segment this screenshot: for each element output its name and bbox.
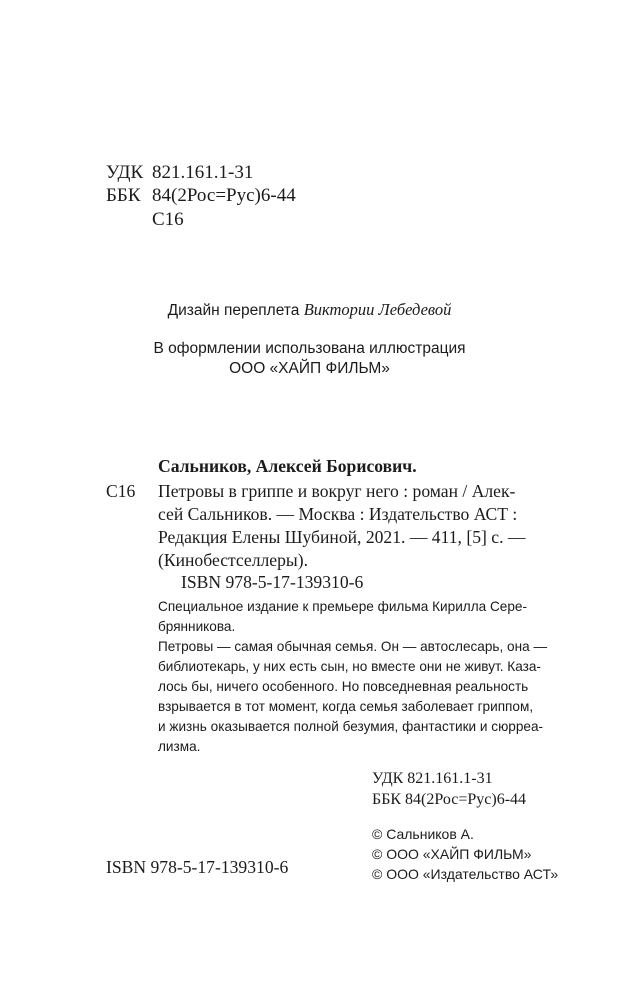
author-heading: Сальников, Алексей Борисович. [158, 456, 417, 476]
bibliographic-line: (Кинобестселлеры). [158, 550, 308, 570]
copyright-line: © ООО «Издательство АСТ» [372, 866, 559, 882]
bottom-udk: УДК 821.161.1-31 [372, 770, 493, 787]
illustration-credit-line-2: ООО «ХАЙП ФИЛЬМ» [229, 360, 390, 377]
author-mark: С16 [152, 209, 184, 230]
copyright-line: © ООО «ХАЙП ФИЛЬМ» [372, 846, 532, 862]
annotation-line: библиотекарь, у них есть сын, но вместе они не живут. Каза- [158, 659, 541, 674]
bibliographic-line: Петровы в гриппе и вокруг него : роман / Алек- [158, 481, 516, 501]
annotation-line: лось бы, ничего особенного. Но повседневная реальность [158, 679, 529, 694]
bottom-bbk: ББК 84(2Рос=Рус)6-44 [372, 791, 527, 808]
bibliographic-line: Редакция Елены Шубиной, 2021. — 411, [5] с. — [158, 527, 526, 547]
annotation-line: Петровы — самая обычная семья. Он — автослесарь, она — [158, 639, 548, 654]
annotation-line: брянникова. [158, 619, 236, 634]
illustration-credit-line-1: В оформлении использована иллюстрация [153, 340, 466, 357]
annotation-line: взрывается в тот момент, когда семья заболевает гриппом, [158, 699, 534, 714]
bibliographic-line: сей Сальников. — Москва : Издательство АСТ : [158, 504, 518, 524]
bbk-label: ББК [106, 185, 141, 206]
cover-design-line [0, 300, 619, 320]
bibliographic-mark: С16 [106, 481, 136, 501]
bibliographic-isbn: ISBN 978-5-17-139310-6 [181, 572, 364, 592]
cover-design-prefix: Дизайн переплета [167, 302, 300, 319]
udk-label: УДК [106, 162, 144, 183]
cover-designer-name: Виктории Лебедевой [303, 300, 452, 319]
udk-value: 821.161.1-31 [152, 162, 254, 183]
annotation-line: и жизнь оказывается полной безумия, фантастики и сюрреа- [158, 719, 544, 734]
copyright-line: © Сальников А. [372, 826, 474, 842]
bottom-isbn: ISBN 978-5-17-139310-6 [106, 857, 289, 877]
annotation-line: Специальное издание к премьере фильма Кирилла Сере- [158, 599, 528, 614]
bbk-value: 84(2Рос=Рус)6-44 [152, 185, 296, 206]
annotation-line: лизма. [158, 739, 201, 754]
